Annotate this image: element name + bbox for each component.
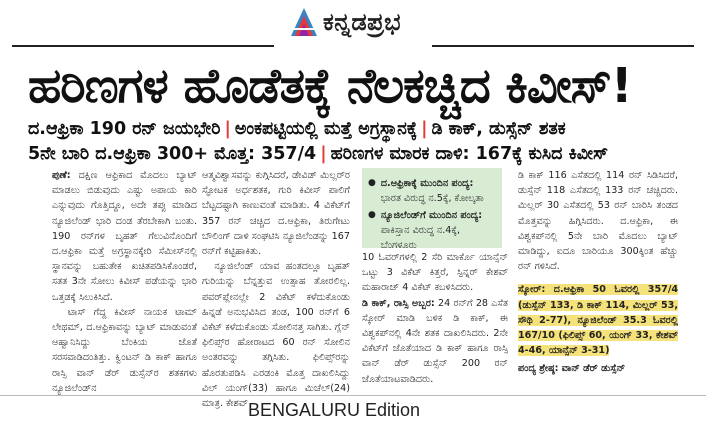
- article-paragraph: ಆತ್ಮವಿಶ್ವಾಸವನ್ನು ಕುಗ್ಗಿಸಿದರೆ, ಡೇವಿಡ್ ಮಿಲ್ಲರ್‌ರ ಸ್ಫೋಟಕ ಅರ್ಧಶತಕ, ಗುರಿ ಕಿವೀಸ್ ಪಾಲಿಗೆ ಬೆಟ್ಟದಷ್ಟಾಗಿ ಕಾಣುವಂತೆ ಮಾಡಿತು. 4 ವಿಕೆಟ್‌ಗೆ 357 ರನ್ ಚಚ್ಚಿದ ದ.ಆಫ್ರಿಕಾ, ತಿರುಗೇಟು ಬೌಲಿಂಗ್ ದಾಳಿ ಸಂಘಟಿಸಿ ನ್ಯೂಜಿಲೆಂಡನ್ನು 167 ರನ್‌ಗೆ ಕಟ್ಟಿಹಾಕಿತು.: [202, 170, 350, 258]
- article-column-1: [52, 168, 197, 396]
- paragraph-text: ದಕ್ಷಿಣ ಆಫ್ರಿಕಾದ ಮೊದಲು ಬ್ಯಾಟ್ ಮಾಡಲು ಬಿಡುವುದು ಎಷ್ಟು ಅಪಾಯ ಕಾರಿ ಎನ್ನುವುದು ಗೊತ್ತಿದ್ದೂ, ಅದೇ ತಪ್ಪು ಮಾಡಿದ ನ್ಯೂಜಿಲೆಂಡ್ ಭಾರಿ ದಂಡ ತೆರಬೇಕಾಗಿ ಬಂತು. 190 ರನ್‌ಗಳ ಬೃಹತ್ ಗೆಲುವಿನೊಂದಿಗೆ ದ.ಆಫ್ರಿಕಾ ಮತ್ತೆ ಅಗ್ರಸ್ಥಾನಕ್ಕೇರಿ ಸೆಮೀಸ್‌ನಲ್ಲಿ ಸ್ಥಾನವನ್ನು ಬಹುತೇಕ ಖಚಿತಪಡಿಸಿಕೊಂಡರೆ, ಸತತ 3ನೇ ಸೋಲು ಕಿವೀಸ್ ಪಡೆಯನ್ನು ಭಾರಿ ಒತ್ತಡಕ್ಕೆ ಸಿಲುಕಿಸಿದೆ.: [52, 170, 197, 303]
- article-paragraph: [52, 305, 197, 396]
- article-paragraph: [362, 296, 508, 387]
- paragraph-text: ಟಾಸ್ ಗೆದ್ದ ಕಿವೀಸ್ ನಾಯಕ ಟಾಮ್ ಲೇಥಮ್, ದ.ಆಫ್ರಿಕಾವನ್ನು ಬ್ಯಾಟ್ ಮಾಡುವಂತೆ ಆಹ್ವಾನಿಸಿದ್ದು ಬೆಂಕಿಯ ಜೊತೆ ಸರಸವಾಡಿದಂತಿತ್ತು. ಕ್ವಿಂಟನ್ ಡಿ ಕಾಕ್ ಹಾಗೂ ರಾಸ್ಸಿ ವಾನ್ ಡೆರ್ ಡುಸ್ಸೆನ್‌ರ ಶತಕಗಳು ನ್ಯೂಜಿಲೆಂಡ್‌ನ: [52, 306, 197, 394]
- scorecard-text: ದ.ಆಫ್ರಿಕಾ 50 ಓವರಲ್ಲಿ 357/4 (ಡುಸ್ಸೆನ್ 133, ಡಿ ಕಾಕ್ 114, ಮಿಲ್ಲರ್ 53, ಸೌಥಿ 2-77), ನ್ಯೂಜಿಲೆಂಡ್ 35.3 ಓವರಲ್ಲಿ 167/10 (ಫಿಲಿಪ್ಸ್ 60, ಯಂಗ್ 33, ಕೇಶವ್ 4-46, ಯಾನ್ಸೆನ್ 3-31): [518, 284, 679, 357]
- fold-line: [0, 395, 706, 396]
- article-paragraph: 10 ಓವರ್‌ಗಳಲ್ಲಿ 2 ಸೆರಿ ಮಾರ್ಕೊ ಯಾನ್ಸೆನ್ ಒಟ್ಟು 3 ವಿಕೆಟ್ ಕಿತ್ತರೆ, ಸ್ಪಿನ್ನರ್ ಕೇಶವ್ ಮಹಾರಾಜ್ 4 ವಿಕೆಟ್ ಕಬಳಿಸಿದರು.: [362, 252, 508, 294]
- edition-label: BENGALURU Edition: [248, 400, 421, 420]
- paragraph-text: ನ್ಯೂಜಿಲೆಂಡ್ ಯಾವ ಹಂತದಲ್ಲೂ ಬೃಹತ್ ಗುರಿಯನ್ನು ಬೆನ್ನತ್ತುವ ಉತ್ಸಾಹ ತೋರಲಿಲ್ಲ. ಪವರ್‌ಪ್ಲೇನಲ್ಲೇ 2 ವಿಕೆಟ್ ಕಳೆದುಕೊಂಡು ಹಿನ್ನಡೆ ಅನುಭವಿಸಿದ ತಂಡ, 100 ರನ್‌ಗೆ 6 ವಿಕೆಟ್ ಕಳೆದುಕೊಂಡು ಸೋಲಿನತ್ತ ಸಾಗಿತು. ಗ್ಲೆನ್ ಫಿಲಿಪ್ಸ್‌ರ ಹೋರಾಟದ 60 ರನ್ ಸೋಲಿನ ಅಂತರವನ್ನು ತಗ್ಗಿಸಿತು. ಫಿಲಿಪ್ಸ್‌ರನ್ನು ಹೊರತುಪಡಿಸಿ ಎರಡಂಕಿ ಮೊತ್ತ ದಾಖಲಿಸಿದ್ದು ವಿಲ್ ಯಂಗ್(33) ಹಾಗೂ ಮಿಚೆಲ್(24) ಮಾತ್ರ. ಕೇಶವ್: [202, 261, 350, 410]
- next-match-text: [381, 176, 496, 206]
- next-match-item: [368, 176, 496, 206]
- masthead: [0, 0, 706, 48]
- separator: |: [421, 119, 428, 139]
- subhead-item: 5ನೇ ಬಾರಿ ದ.ಆಫ್ರಿಕಾ 300+ ಮೊತ್ತ: 357/4: [28, 144, 317, 164]
- subsection-lead: ಡಿ ಕಾಕ್, ರಾಸ್ಸಿ ಅಬ್ಬರ:: [362, 297, 435, 309]
- logo-text: ಕನ್ನಡಪ್ರಭ: [323, 8, 402, 36]
- next-match-title: ನ್ಯೂಜಿಲೆಂಡ್‌ಗೆ ಮುಂದಿನ ಪಂದ್ಯ:: [380, 210, 483, 221]
- dateline: ಪುಣೆ:: [52, 170, 71, 181]
- article-paragraph: [52, 168, 197, 305]
- next-match-detail: ಪಾಕಿಸ್ತಾನ ವಿರುದ್ಧ ನ.4ಕ್ಕೆ, ಬೆಂಗಳೂರು: [380, 225, 461, 251]
- subhead-item: ಹರಿಣಗಳ ಮಾರಕ ದಾಳಿ: 167ಕ್ಕೆ ಕುಸಿದ ಕಿವೀಸ್: [330, 144, 609, 164]
- next-match-text: [381, 208, 496, 253]
- article-paragraph: ಡಿ ಕಾಕ್ 116 ಎಸೆತದಲ್ಲಿ 114 ರನ್ ಸಿಡಿಸಿದರೆ, ಡುಸ್ಸೆನ್ 118 ಎಸೆತದಲ್ಲಿ 133 ರನ್ ಚಚ್ಚಿದರು. ಮಿಲ್ಲರ್ 30 ಎಸೆತದಲ್ಲಿ 53 ರನ್ ಬಾರಿಸಿ ತಂಡದ ಮೊತ್ತವನ್ನು ಹಿಗ್ಗಿಸಿದರು. ದ.ಆಫ್ರಿಕಾ, ಈ ವಿಶ್ವಕಪ್‌ನಲ್ಲಿ 5ನೇ ಬಾರಿ ಮೊದಲು ಬ್ಯಾಟ್ ಮಾಡಿದ್ದು, ಐದೂ ಬಾರಿಯೂ 300ಕ್ಕಿಂತ ಹೆಚ್ಚು ರನ್ ಗಳಿಸಿದೆ.: [518, 170, 678, 273]
- article-paragraph: [202, 259, 350, 411]
- subhead-line-2: [28, 143, 608, 165]
- masthead-rule-left: [12, 45, 274, 47]
- paragraph-text: 24 ರನ್‌ಗೆ 28 ಎಸೆತ ಸ್ಕೋರ್ ಮಾಡಿ ಬಳಿಕ ಡಿ ಕಾಕ್, ಈ ವಿಶ್ವಕಪ್‌ನಲ್ಲಿ 4ನೇ ಶತಕ ದಾಖಲಿಸಿದರು. 2ನೇ ವಿಕೆಟ್‌ಗೆ ಜೊತೆಯಾದ ಡಿ ಕಾಕ್ ಹಾಗೂ ರಾಸ್ಸಿ ವಾನ್ ಡೆರ್ ಡುಸ್ಸೆನ್ 200 ರನ್ ಜೊತೆಯಾಟವಾಡಿದರು.: [362, 297, 508, 385]
- player-of-match: ಪಂದ್ಯ ಶ್ರೇಷ್ಠ: ವಾನ್ ಡೆರ್ ಡುಸ್ಸೆನ್: [518, 363, 626, 375]
- article-column-3: [362, 250, 508, 387]
- separator: |: [224, 119, 231, 139]
- article-column-2: [202, 168, 350, 411]
- scorecard-label: ಸ್ಕೋರ್:: [518, 284, 546, 296]
- article-column-4: [518, 168, 678, 377]
- next-match-detail: ಭಾರತ ವಿರುದ್ಧ ನ.5ಕ್ಕೆ, ಕೋಲ್ಕತಾ: [380, 193, 484, 204]
- subhead-line-1: [28, 118, 566, 140]
- subhead-item: ಡಿ ಕಾಕ್, ಡುಸ್ಸೆನ್ ಶತಕ: [431, 119, 566, 139]
- bullet-icon: ●: [368, 178, 376, 188]
- scorecard: [518, 282, 678, 358]
- bullet-icon: ●: [368, 210, 376, 220]
- kannadaprabha-a-logo-icon: [289, 6, 319, 38]
- next-match-item: [368, 208, 496, 253]
- separator: |: [320, 144, 327, 164]
- next-match-box: [362, 168, 502, 251]
- headline: ಹರಿಣಗಳ ಹೊಡೆತಕ್ಕೆ ನೆಲಕಚ್ಚಿದ ಕಿವೀಸ್!: [28, 58, 632, 114]
- subhead-item: ದ.ಆಫ್ರಿಕಾ 190 ರನ್ ಜಯಭೇರಿ: [28, 119, 221, 139]
- next-match-title: ದ.ಆಫ್ರಿಕಾಕ್ಕೆ ಮುಂದಿನ ಪಂದ್ಯ:: [380, 178, 474, 189]
- masthead-rule-right: [432, 45, 694, 47]
- newspaper-logo[interactable]: [289, 6, 401, 38]
- subhead-item: ಅಂಕಪಟ್ಟಿಯಲ್ಲಿ ಮತ್ತೆ ಅಗ್ರಸ್ಥಾನಕ್ಕೆ: [234, 119, 418, 139]
